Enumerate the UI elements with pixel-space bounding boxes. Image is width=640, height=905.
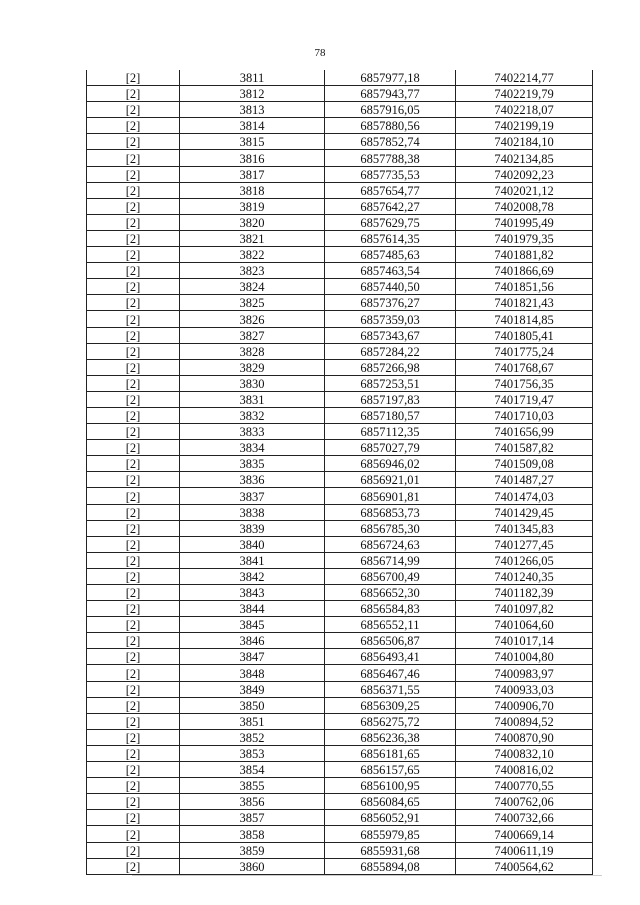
point-number: 3843 xyxy=(180,585,325,601)
coordinate-y: 7401756,35 xyxy=(456,375,593,391)
coordinate-x: 6855894,08 xyxy=(325,858,456,874)
coordinate-y: 7401719,47 xyxy=(456,391,593,407)
point-number: 3828 xyxy=(180,343,325,359)
table-row xyxy=(87,778,593,794)
coordinate-x: 6856901,81 xyxy=(325,488,456,504)
coordinate-y: 7401881,82 xyxy=(456,247,593,263)
coordinate-x: 6857027,79 xyxy=(325,440,456,456)
row-reference: [2] xyxy=(87,295,180,311)
coordinate-x: 6855979,85 xyxy=(325,826,456,842)
row-reference: [2] xyxy=(87,826,180,842)
coordinate-y: 7401004,80 xyxy=(456,649,593,665)
table-row xyxy=(87,456,593,472)
point-number: 3823 xyxy=(180,263,325,279)
table-row xyxy=(87,182,593,198)
point-number: 3817 xyxy=(180,166,325,182)
coordinate-x: 6856493,41 xyxy=(325,649,456,665)
point-number: 3834 xyxy=(180,440,325,456)
table-row xyxy=(87,665,593,681)
coordinate-y: 7401656,99 xyxy=(456,424,593,440)
row-reference: [2] xyxy=(87,585,180,601)
point-number: 3852 xyxy=(180,729,325,745)
coordinate-x: 6855931,68 xyxy=(325,842,456,858)
coordinate-x: 6856946,02 xyxy=(325,456,456,472)
point-number: 3847 xyxy=(180,649,325,665)
point-number: 3839 xyxy=(180,520,325,536)
row-reference: [2] xyxy=(87,504,180,520)
point-number: 3850 xyxy=(180,697,325,713)
row-reference: [2] xyxy=(87,681,180,697)
coordinate-y: 7402218,07 xyxy=(456,102,593,118)
row-reference: [2] xyxy=(87,198,180,214)
table-row xyxy=(87,311,593,327)
table-row xyxy=(87,810,593,826)
point-number: 3825 xyxy=(180,295,325,311)
row-reference: [2] xyxy=(87,552,180,568)
coordinate-x: 6856236,38 xyxy=(325,729,456,745)
coordinate-y: 7401814,85 xyxy=(456,311,593,327)
table-row xyxy=(87,70,593,86)
coordinate-x: 6856700,49 xyxy=(325,568,456,584)
coordinate-y: 7402021,12 xyxy=(456,182,593,198)
coordinate-y: 7401429,45 xyxy=(456,504,593,520)
coordinate-y: 7401182,39 xyxy=(456,585,593,601)
coordinate-y: 7402199,19 xyxy=(456,118,593,134)
coordinate-x: 6856506,87 xyxy=(325,633,456,649)
row-reference: [2] xyxy=(87,359,180,375)
coordinate-y: 7400770,55 xyxy=(456,778,593,794)
row-reference: [2] xyxy=(87,633,180,649)
point-number: 3849 xyxy=(180,681,325,697)
coordinate-y: 7401710,03 xyxy=(456,407,593,423)
row-reference: [2] xyxy=(87,842,180,858)
point-number: 3837 xyxy=(180,488,325,504)
row-reference: [2] xyxy=(87,102,180,118)
table-row xyxy=(87,601,593,617)
coordinate-x: 6856309,25 xyxy=(325,697,456,713)
point-number: 3820 xyxy=(180,214,325,230)
point-number: 3813 xyxy=(180,102,325,118)
row-reference: [2] xyxy=(87,858,180,874)
coordinate-y: 7401345,83 xyxy=(456,520,593,536)
coordinate-y: 7401487,27 xyxy=(456,472,593,488)
point-number: 3826 xyxy=(180,311,325,327)
coordinate-y: 7401240,35 xyxy=(456,568,593,584)
row-reference: [2] xyxy=(87,407,180,423)
point-number: 3851 xyxy=(180,713,325,729)
coordinate-y: 7401277,45 xyxy=(456,536,593,552)
table-row xyxy=(87,858,593,874)
row-reference: [2] xyxy=(87,134,180,150)
coordinate-y: 7400732,66 xyxy=(456,810,593,826)
coordinate-x: 6857916,05 xyxy=(325,102,456,118)
row-reference: [2] xyxy=(87,745,180,761)
point-number: 3848 xyxy=(180,665,325,681)
row-reference: [2] xyxy=(87,729,180,745)
row-reference: [2] xyxy=(87,713,180,729)
coordinate-x: 6856100,95 xyxy=(325,778,456,794)
table-row xyxy=(87,150,593,166)
coordinate-x: 6856181,65 xyxy=(325,745,456,761)
coordinate-x: 6857197,83 xyxy=(325,391,456,407)
coordinate-y: 7401097,82 xyxy=(456,601,593,617)
coordinate-y: 7400983,97 xyxy=(456,665,593,681)
point-number: 3856 xyxy=(180,794,325,810)
table-row xyxy=(87,745,593,761)
table-row xyxy=(87,166,593,182)
coordinate-y: 7400669,14 xyxy=(456,826,593,842)
coordinate-x: 6857977,18 xyxy=(325,70,456,86)
table-row xyxy=(87,762,593,778)
coordinate-x: 6857614,35 xyxy=(325,230,456,246)
coordinate-x: 6856714,99 xyxy=(325,552,456,568)
point-number: 3844 xyxy=(180,601,325,617)
coordinate-y: 7400870,90 xyxy=(456,729,593,745)
coordinate-x: 6857463,54 xyxy=(325,263,456,279)
coordinate-x: 6857180,57 xyxy=(325,407,456,423)
coordinate-y: 7401474,03 xyxy=(456,488,593,504)
point-number: 3853 xyxy=(180,745,325,761)
point-number: 3841 xyxy=(180,552,325,568)
point-number: 3845 xyxy=(180,617,325,633)
coordinate-x: 6857880,56 xyxy=(325,118,456,134)
table-row xyxy=(87,617,593,633)
point-number: 3855 xyxy=(180,778,325,794)
row-reference: [2] xyxy=(87,86,180,102)
coordinate-x: 6857485,63 xyxy=(325,247,456,263)
row-reference: [2] xyxy=(87,697,180,713)
coordinate-y: 7402214,77 xyxy=(456,70,593,86)
table-row xyxy=(87,697,593,713)
row-reference: [2] xyxy=(87,665,180,681)
coordinate-y: 7402184,10 xyxy=(456,134,593,150)
coordinate-x: 6857735,53 xyxy=(325,166,456,182)
table-row xyxy=(87,568,593,584)
coordinate-x: 6856853,73 xyxy=(325,504,456,520)
row-reference: [2] xyxy=(87,70,180,86)
coordinates-table-container xyxy=(86,70,592,875)
point-number: 3829 xyxy=(180,359,325,375)
row-reference: [2] xyxy=(87,601,180,617)
table-row xyxy=(87,488,593,504)
point-number: 3812 xyxy=(180,86,325,102)
point-number: 3824 xyxy=(180,279,325,295)
row-reference: [2] xyxy=(87,778,180,794)
table-row xyxy=(87,407,593,423)
coordinate-x: 6857112,35 xyxy=(325,424,456,440)
row-reference: [2] xyxy=(87,230,180,246)
row-reference: [2] xyxy=(87,424,180,440)
point-number: 3831 xyxy=(180,391,325,407)
point-number: 3827 xyxy=(180,327,325,343)
point-number: 3811 xyxy=(180,70,325,86)
coordinate-x: 6856157,65 xyxy=(325,762,456,778)
row-reference: [2] xyxy=(87,279,180,295)
coordinate-x: 6856275,72 xyxy=(325,713,456,729)
point-number: 3821 xyxy=(180,230,325,246)
point-number: 3854 xyxy=(180,762,325,778)
point-number: 3857 xyxy=(180,810,325,826)
point-number: 3838 xyxy=(180,504,325,520)
table-row xyxy=(87,343,593,359)
point-number: 3832 xyxy=(180,407,325,423)
coordinate-x: 6857642,27 xyxy=(325,198,456,214)
coordinate-x: 6857852,74 xyxy=(325,134,456,150)
table-row xyxy=(87,359,593,375)
coordinate-x: 6857253,51 xyxy=(325,375,456,391)
coordinate-y: 7401775,24 xyxy=(456,343,593,359)
bottom-divider xyxy=(132,875,602,876)
table-row xyxy=(87,729,593,745)
coordinate-y: 7400762,06 xyxy=(456,794,593,810)
page-number: 78 xyxy=(314,47,326,59)
coordinate-x: 6857266,98 xyxy=(325,359,456,375)
row-reference: [2] xyxy=(87,472,180,488)
coordinate-x: 6857359,03 xyxy=(325,311,456,327)
row-reference: [2] xyxy=(87,311,180,327)
row-reference: [2] xyxy=(87,810,180,826)
table-row xyxy=(87,504,593,520)
row-reference: [2] xyxy=(87,375,180,391)
row-reference: [2] xyxy=(87,762,180,778)
table-row xyxy=(87,391,593,407)
coordinate-x: 6857284,22 xyxy=(325,343,456,359)
coordinate-x: 6856552,11 xyxy=(325,617,456,633)
coordinate-y: 7400906,70 xyxy=(456,697,593,713)
table-row xyxy=(87,424,593,440)
table-row xyxy=(87,230,593,246)
row-reference: [2] xyxy=(87,343,180,359)
row-reference: [2] xyxy=(87,263,180,279)
table-row xyxy=(87,279,593,295)
point-number: 3819 xyxy=(180,198,325,214)
coordinate-x: 6856467,46 xyxy=(325,665,456,681)
table-row xyxy=(87,520,593,536)
coordinate-x: 6856652,30 xyxy=(325,585,456,601)
table-row xyxy=(87,263,593,279)
table-row xyxy=(87,86,593,102)
table-row xyxy=(87,247,593,263)
coordinates-table-body xyxy=(87,70,593,874)
point-number: 3840 xyxy=(180,536,325,552)
coordinate-y: 7401266,05 xyxy=(456,552,593,568)
row-reference: [2] xyxy=(87,649,180,665)
coordinate-y: 7400933,03 xyxy=(456,681,593,697)
coordinate-x: 6857343,67 xyxy=(325,327,456,343)
row-reference: [2] xyxy=(87,118,180,134)
table-row xyxy=(87,472,593,488)
coordinate-y: 7401064,60 xyxy=(456,617,593,633)
coordinates-table xyxy=(86,70,593,875)
coordinate-y: 7402092,23 xyxy=(456,166,593,182)
point-number: 3835 xyxy=(180,456,325,472)
row-reference: [2] xyxy=(87,166,180,182)
coordinate-x: 6856584,83 xyxy=(325,601,456,617)
coordinate-y: 7402008,78 xyxy=(456,198,593,214)
row-reference: [2] xyxy=(87,456,180,472)
coordinate-x: 6857440,50 xyxy=(325,279,456,295)
table-row xyxy=(87,585,593,601)
coordinate-y: 7401995,49 xyxy=(456,214,593,230)
coordinate-x: 6856371,55 xyxy=(325,681,456,697)
coordinate-y: 7401017,14 xyxy=(456,633,593,649)
coordinate-y: 7400564,62 xyxy=(456,858,593,874)
row-reference: [2] xyxy=(87,794,180,810)
point-number: 3859 xyxy=(180,842,325,858)
row-reference: [2] xyxy=(87,536,180,552)
row-reference: [2] xyxy=(87,247,180,263)
table-row xyxy=(87,440,593,456)
point-number: 3836 xyxy=(180,472,325,488)
table-row xyxy=(87,327,593,343)
coordinate-y: 7402134,85 xyxy=(456,150,593,166)
table-row xyxy=(87,842,593,858)
table-row xyxy=(87,198,593,214)
coordinate-x: 6857788,38 xyxy=(325,150,456,166)
point-number: 3818 xyxy=(180,182,325,198)
row-reference: [2] xyxy=(87,182,180,198)
row-reference: [2] xyxy=(87,327,180,343)
coordinate-y: 7401866,69 xyxy=(456,263,593,279)
row-reference: [2] xyxy=(87,440,180,456)
table-row xyxy=(87,118,593,134)
point-number: 3816 xyxy=(180,150,325,166)
table-row xyxy=(87,295,593,311)
coordinate-y: 7401805,41 xyxy=(456,327,593,343)
row-reference: [2] xyxy=(87,520,180,536)
row-reference: [2] xyxy=(87,617,180,633)
coordinate-y: 7401587,82 xyxy=(456,440,593,456)
point-number: 3842 xyxy=(180,568,325,584)
coordinate-x: 6856921,01 xyxy=(325,472,456,488)
coordinate-x: 6856724,63 xyxy=(325,536,456,552)
point-number: 3846 xyxy=(180,633,325,649)
point-number: 3814 xyxy=(180,118,325,134)
coordinate-x: 6856084,65 xyxy=(325,794,456,810)
coordinate-x: 6856052,91 xyxy=(325,810,456,826)
row-reference: [2] xyxy=(87,391,180,407)
coordinate-y: 7401979,35 xyxy=(456,230,593,246)
point-number: 3860 xyxy=(180,858,325,874)
coordinate-y: 7401768,67 xyxy=(456,359,593,375)
table-row xyxy=(87,713,593,729)
coordinate-x: 6857943,77 xyxy=(325,86,456,102)
table-row xyxy=(87,633,593,649)
row-reference: [2] xyxy=(87,150,180,166)
table-row xyxy=(87,794,593,810)
point-number: 3830 xyxy=(180,375,325,391)
table-row xyxy=(87,375,593,391)
row-reference: [2] xyxy=(87,568,180,584)
coordinate-y: 7402219,79 xyxy=(456,86,593,102)
point-number: 3833 xyxy=(180,424,325,440)
table-row xyxy=(87,102,593,118)
coordinate-x: 6856785,30 xyxy=(325,520,456,536)
table-row xyxy=(87,649,593,665)
coordinate-x: 6857629,75 xyxy=(325,214,456,230)
coordinate-x: 6857654,77 xyxy=(325,182,456,198)
coordinate-y: 7400832,10 xyxy=(456,745,593,761)
table-row xyxy=(87,134,593,150)
table-row xyxy=(87,536,593,552)
table-row xyxy=(87,681,593,697)
coordinate-y: 7400611,19 xyxy=(456,842,593,858)
table-row xyxy=(87,552,593,568)
coordinate-y: 7400894,52 xyxy=(456,713,593,729)
table-row xyxy=(87,214,593,230)
coordinate-y: 7401851,56 xyxy=(456,279,593,295)
coordinate-y: 7401509,08 xyxy=(456,456,593,472)
coordinate-y: 7401821,43 xyxy=(456,295,593,311)
coordinate-y: 7400816,02 xyxy=(456,762,593,778)
point-number: 3822 xyxy=(180,247,325,263)
point-number: 3815 xyxy=(180,134,325,150)
coordinate-x: 6857376,27 xyxy=(325,295,456,311)
row-reference: [2] xyxy=(87,214,180,230)
point-number: 3858 xyxy=(180,826,325,842)
table-row xyxy=(87,826,593,842)
row-reference: [2] xyxy=(87,488,180,504)
